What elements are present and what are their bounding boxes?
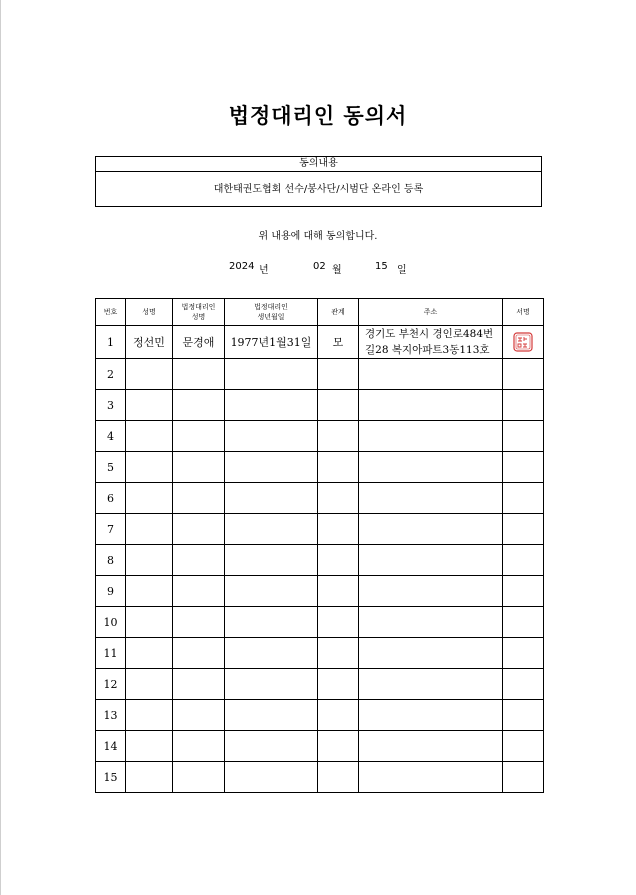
cell-guardian: 문경애: [173, 326, 225, 359]
date-month: 02: [313, 261, 326, 272]
header-guardian-birth: 법정대리인 생년월일: [225, 299, 318, 326]
cell-no: 5: [96, 452, 126, 483]
header-name: 성명: [126, 299, 173, 326]
header-guardian-name: 법정대리인 성명: [173, 299, 225, 326]
date-day-unit: 일: [397, 265, 407, 276]
cell-no: 10: [96, 607, 126, 638]
table-row: [96, 359, 544, 390]
header-relation: 관계: [318, 299, 359, 326]
cell-name: 정선민: [126, 326, 173, 359]
cell-relation: 모: [318, 326, 359, 359]
cell-no: 3: [96, 390, 126, 421]
table-row: [96, 607, 544, 638]
cell-no: 2: [96, 359, 126, 390]
cell-no: 12: [96, 669, 126, 700]
cell-no: 7: [96, 514, 126, 545]
agree-statement: 위 내용에 대해 동의합니다.: [258, 231, 378, 242]
table-row: [96, 421, 544, 452]
date-month-unit: 월: [332, 265, 342, 276]
document-title: 법정대리인 동의서: [228, 104, 408, 128]
table-row: [96, 638, 544, 669]
table-row: [96, 452, 544, 483]
table-row: [96, 731, 544, 762]
cell-no: 13: [96, 700, 126, 731]
cell-no: 14: [96, 731, 126, 762]
cell-address: 경기도 부천시 경인로484번 길28 복지아파트3동113호: [359, 326, 503, 359]
cell-no: 15: [96, 762, 126, 793]
table-row: [96, 700, 544, 731]
table-row: [96, 514, 544, 545]
consent-header: 동의내용: [96, 157, 541, 172]
cell-no: 6: [96, 483, 126, 514]
table-row: [96, 483, 544, 514]
table-row: [96, 669, 544, 700]
header-signature: 서명: [503, 299, 544, 326]
cell-no: 11: [96, 638, 126, 669]
table-row: [96, 762, 544, 793]
cell-no: 9: [96, 576, 126, 607]
table-row: [96, 326, 544, 359]
table-header-row: [96, 299, 544, 326]
cell-birth: 1977년1월31일: [225, 326, 318, 359]
date-day: 15: [375, 261, 388, 272]
cell-no: 8: [96, 545, 126, 576]
date-year: 2024: [229, 261, 255, 272]
consent-box: [95, 156, 542, 207]
table-row: [96, 545, 544, 576]
cell-no: 4: [96, 421, 126, 452]
table-row: [96, 390, 544, 421]
header-no: 번호: [96, 299, 126, 326]
page-edge: [0, 0, 1, 895]
table-row: [96, 576, 544, 607]
consent-body: 대한태권도협회 선수/봉사단/시범단 온라인 등록: [213, 184, 424, 195]
roster-table: [95, 298, 544, 793]
date-year-unit: 년: [259, 265, 269, 276]
cell-no: 1: [96, 326, 126, 359]
seal-stamp-icon: [513, 332, 533, 352]
header-address: 주소: [359, 299, 503, 326]
cell-signature: [503, 326, 544, 359]
